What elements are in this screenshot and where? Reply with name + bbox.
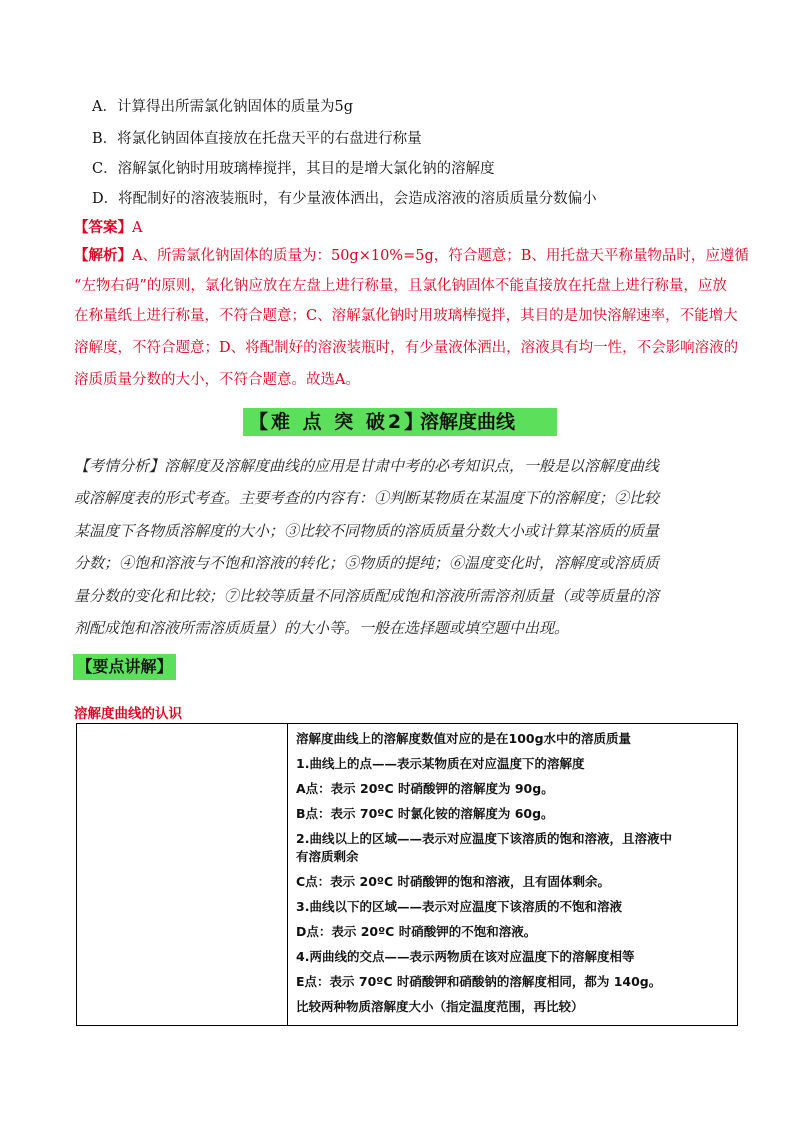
table-line-2: 1.曲线上的点——表示某物质在对应温度下的溶解度 (296, 756, 585, 771)
table-line-5: 2.曲线以上的区域——表示对应温度下该溶质的饱和溶液，且溶液中 (296, 831, 672, 846)
exam-analysis-line-1: 【考情分析】溶解度及溶解度曲线的应用是甘肃中考的必考知识点，一般是以溶解度曲线 (74, 457, 660, 475)
table-line-12: 比较两种物质溶解度大小（指定温度范围，再比较） (296, 999, 584, 1014)
option-c: C．溶解氯化钠时用玻璃棒搅拌，其目的是增大氯化钠的溶解度 (92, 161, 495, 177)
table-line-10: 4.两曲线的交点——表示两物质在该对应温度下的溶解度相等 (296, 949, 635, 964)
option-b: B．将氯化钠固体直接放在托盘天平的右盘进行称量 (92, 131, 422, 147)
answer-line (74, 218, 142, 238)
table-line-4: B点：表示 70ºC 时氯化铵的溶解度为 60g。 (296, 806, 554, 821)
exam-analysis-line-5: 量分数的变化和比较；⑦比较等质量不同溶质配成饱和溶液所需溶剂质量（或等质量的溶 (74, 587, 660, 605)
analysis-label: 【解析】 (74, 247, 132, 264)
subheading: 溶解度曲线的认识 (74, 706, 182, 722)
table-line-1: 溶解度曲线上的溶解度数值对应的是在100g水中的溶质质量 (296, 731, 632, 746)
analysis-text: A、所需氯化钠固体的质量为：50g×10%=5g，符合题意；B、用托盘天平称量物品时，应遵循 (132, 248, 749, 264)
option-d: D．将配制好的溶液装瓶时，有少量液体洒出，会造成溶液的溶质质量分数偏小 (92, 191, 597, 207)
table-line-11: E点：表示 70ºC 时硝酸钾和硝酸钠的溶解度相同，都为 140g。 (296, 974, 662, 989)
analysis-line-2: “左物右码”的原则，氯化钠应放在左盘上进行称量，且氯化钠固体不能直接放在托盘上进行称量，应放 (74, 278, 727, 294)
answer-label: 【答案】 (74, 219, 132, 236)
table-line-6: 有溶质剩余 (296, 849, 359, 864)
table-left-cell (77, 724, 288, 1026)
exam-analysis-line-3: 某温度下各物质溶解度的大小；③比较不同物质的溶质质量分数大小或计算某溶质的质量 (74, 522, 660, 540)
banner-title: 【难 点 突 破2】 (249, 411, 427, 433)
exam-analysis-line-2: 或溶解度表的形式考查。主要考查的内容有：①判断某物质在某温度下的溶解度；②比较 (74, 489, 660, 507)
exam-analysis-line-4: 分数；④饱和溶液与不饱和溶液的转化；⑤物质的提纯；⑥温度变化时，溶解度或溶质质 (74, 554, 660, 572)
table-line-9: D点：表示 20ºC 时硝酸钾的不饱和溶液。 (296, 924, 537, 939)
answer-value: A (132, 220, 143, 236)
banner-subtitle: 溶解度曲线 (420, 411, 516, 433)
analysis-line-5: 溶质质量分数的大小，不符合题意。故选A。 (74, 372, 360, 388)
key-points-label: 【要点讲解】 (73, 654, 176, 680)
analysis-line-4: 溶解度，不符合题意；D、将配制好的溶液装瓶时，有少量液体洒出，溶液具有均一性，不会影响溶液的 (74, 340, 739, 356)
analysis-line-1 (74, 246, 749, 266)
table-line-7: C点：表示 20ºC 时硝酸钾的饱和溶液，且有固体剩余。 (296, 874, 610, 889)
exam-analysis-line-6: 剂配成饱和溶液所需溶质质量）的大小等。一般在选择题或填空题中出现。 (74, 619, 570, 637)
table-line-8: 3.曲线以下的区域——表示对应温度下该溶质的不饱和溶液 (296, 899, 622, 914)
analysis-line-3: 在称量纸上进行称量，不符合题意；C、溶解氯化钠时用玻璃棒搅拌，其目的是加快溶解速率，不能增大 (74, 308, 738, 324)
section-banner (243, 408, 557, 436)
option-a: A．计算得出所需氯化钠固体的质量为5g (92, 99, 353, 115)
table-line-3: A点：表示 20ºC 时硝酸钾的溶解度为 90g。 (296, 781, 554, 796)
